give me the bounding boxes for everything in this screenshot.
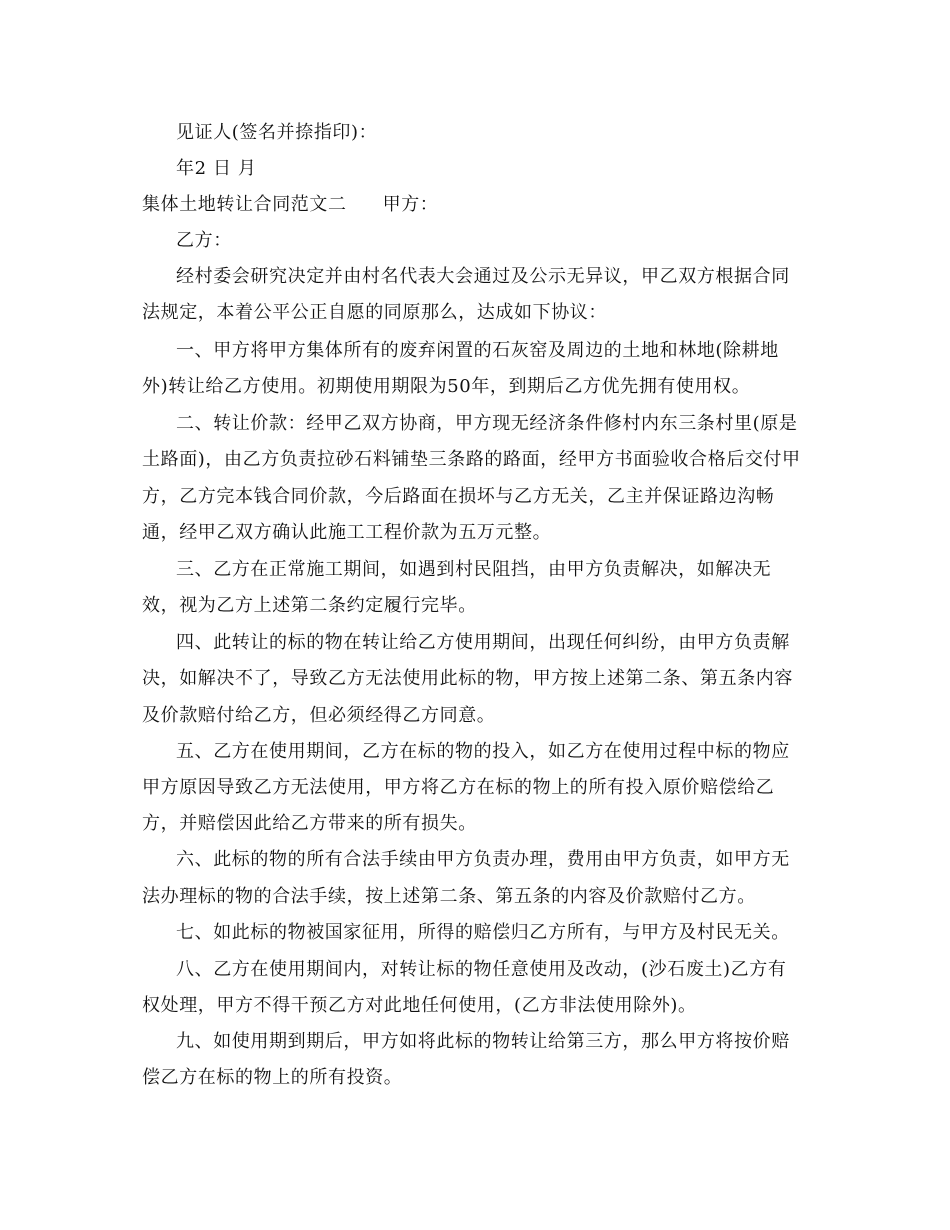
clause-line: 权处理，甲方不得干预乙方对此地任何使用，(乙方非法使用除外)。 [142,995,697,1016]
witness-line: 见证人(签名并捺指印)： [176,122,378,143]
party-b-label: 乙方： [176,230,232,251]
clause-line: 方，乙方完本钱合同价款，今后路面在损坏与乙方无关，乙主并保证路边沟畅 [142,486,775,507]
intro-line: 法规定，本着公平公正自愿的同原那么，达成如下协议： [142,302,607,323]
clause-line: 方，并赔偿因此给乙方带来的所有损失。 [142,813,477,834]
clause-line: 偿乙方在标的物上的所有投资。 [142,1067,403,1088]
clause-line: 决，如解决不了，导致乙方无法使用此标的物，甲方按上述第二条、第五条内容 [142,668,793,689]
section-heading-line [142,193,438,217]
party-a-label: 甲方： [382,194,439,215]
date-line: 年2 日 月 [176,158,257,179]
clause-line: 六、此标的物的所有合法手续由甲方负责办理，费用由甲方负责，如甲方无 [176,849,790,870]
clause-line: 五、乙方在使用期间，乙方在标的物的投入，如乙方在使用过程中标的物应 [176,741,790,762]
clause-line: 一、甲方将甲方集体所有的废弃闲置的石灰窑及周边的土地和林地(除耕地 [176,340,779,361]
section-title: 集体土地转让合同范文二 [142,194,347,215]
clause-line: 通，经甲乙双方确认此施工工程价款为五万元整。 [142,522,552,543]
clause-line: 法办理标的物的合法手续，按上述第二条、第五条的内容及价款赔付乙方。 [142,886,756,907]
clause-line: 土路面)，由乙方负责拉砂石料铺垫三条路的路面，经甲方书面验收合格后交付甲 [142,449,801,470]
clause-line: 二、转让价款：经甲乙双方协商，甲方现无经济条件修村内东三条村里(原是 [176,413,798,434]
intro-line: 经村委会研究决定并由村名代表大会通过及公示无异议，甲乙双方根据合同 [176,266,790,287]
clause-line: 九、如使用期到期后，甲方如将此标的物转让给第三方，那么甲方将按价赔 [176,1031,790,1052]
clause-line: 四、此转让的标的物在转让给乙方使用期间，出现任何纠纷，由甲方负责解 [176,632,790,653]
clause-line: 甲方原因导致乙方无法使用，甲方将乙方在标的物上的所有投入原价赔偿给乙 [142,777,775,798]
clause-line: 效，视为乙方上述第二条约定履行完毕。 [142,595,477,616]
clause-line: 三、乙方在正常施工期间，如遇到村民阻挡，由甲方负责解决，如解决无 [176,559,772,580]
clause-line: 外)转让给乙方使用。初期使用期限为50年，到期后乙方优先拥有使用权。 [142,376,751,397]
clause-line: 七、如此标的物被国家征用，所得的赔偿归乙方所有，与甲方及村民无关。 [176,922,790,943]
clause-line: 八、乙方在使用期间内，对转让标的物任意使用及改动，(沙石废土)乙方有 [176,959,787,980]
clause-line: 及价款赔付给乙方，但必须经得乙方同意。 [142,705,496,726]
